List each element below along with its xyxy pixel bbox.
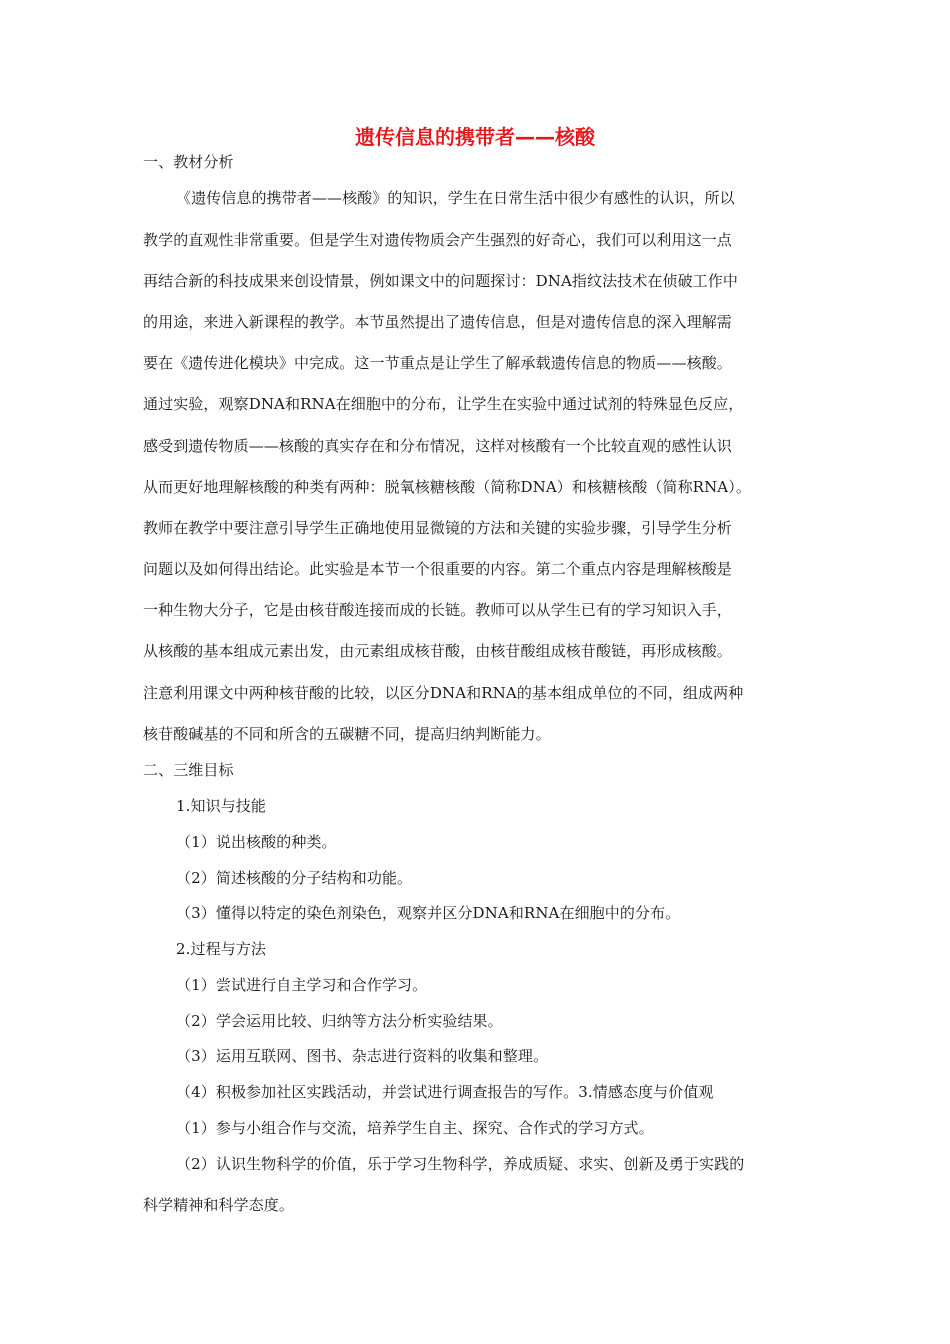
list-item: （2）简述核酸的分子结构和功能。 [176, 869, 413, 887]
subsection-heading-knowledge-skills: 1.知识与技能 [176, 797, 267, 815]
paragraph-line: 教师在教学中要注意引导学生正确地使用显微镜的方法和关键的实验步骤，引导学生分析 [143, 519, 732, 537]
paragraph-line: 科学精神和科学态度。 [143, 1196, 295, 1214]
section-heading-textbook-analysis: 一、教材分析 [143, 153, 234, 171]
paragraph-line: 感受到遗传物质——核酸的真实存在和分布情况，这样对核酸有一个比较直观的感性认识 [143, 437, 732, 455]
subsection-heading-process-methods: 2.过程与方法 [176, 940, 267, 958]
paragraph-line: 核苷酸碱基的不同和所含的五碳糖不同，提高归纳判断能力。 [143, 725, 551, 743]
paragraph-line: 从核酸的基本组成元素出发，由元素组成核苷酸，由核苷酸组成核苷酸链，再形成核酸。 [143, 642, 732, 660]
list-item: （2）学会运用比较、归纳等方法分析实验结果。 [176, 1012, 503, 1030]
paragraph-line: 注意利用课文中两种核苷酸的比较，以区分DNA和RNA的基本组成单位的不同，组成两种 [143, 684, 744, 702]
list-item: （3）懂得以特定的染色剂染色，观察并区分DNA和RNA在细胞中的分布。 [176, 904, 681, 922]
paragraph-line: 要在《遗传进化模块》中完成。这一节重点是让学生了解承载遗传信息的物质——核酸。 [143, 354, 732, 372]
paragraph-line: 教学的直观性非常重要。但是学生对遗传物质会产生强烈的好奇心，我们可以利用这一点 [143, 231, 732, 249]
paragraph-line: 问题以及如何得出结论。此实验是本节一个很重要的内容。第二个重点内容是理解核酸是 [143, 560, 732, 578]
list-item: （3）运用互联网、图书、杂志进行资料的收集和整理。 [176, 1047, 549, 1065]
list-item: （1）参与小组合作与交流，培养学生自主、探究、合作式的学习方式。 [176, 1119, 654, 1137]
paragraph-line: 一种生物大分子，它是由核苷酸连接而成的长链。教师可以从学生已有的学习知识入手， [143, 601, 732, 619]
list-item: （1）尝试进行自主学习和合作学习。 [176, 976, 428, 994]
paragraph-line: 的用途，来进入新课程的教学。本节虽然提出了遗传信息，但是对遗传信息的深入理解需 [143, 313, 732, 331]
list-item: （4）积极参加社区实践活动，并尝试进行调查报告的写作。3.情感态度与价值观 [176, 1083, 714, 1101]
list-item: （1）说出核酸的种类。 [176, 833, 337, 851]
section-heading-three-dimensional-goals: 二、三维目标 [143, 761, 234, 779]
paragraph-line: 再结合新的科技成果来创设情景，例如课文中的问题探讨：DNA指纹法技术在侦破工作中 [143, 272, 738, 290]
document-title: 遗传信息的携带者——核酸 [355, 125, 595, 149]
paragraph-line: 《遗传信息的携带者——核酸》的知识，学生在日常生活中很少有感性的认识，所以 [176, 189, 735, 207]
list-item: （2）认识生物科学的价值，乐于学习生物科学，养成质疑、求实、创新及勇于实践的 [176, 1155, 745, 1173]
paragraph-line: 通过实验，观察DNA和RNA在细胞中的分布，让学生在实验中通过试剂的特殊显色反应， [143, 395, 744, 413]
paragraph-line: 从而更好地理解核酸的种类有两种：脱氧核糖核酸（简称DNA）和核糖核酸（简称RNA）。 [143, 478, 751, 496]
